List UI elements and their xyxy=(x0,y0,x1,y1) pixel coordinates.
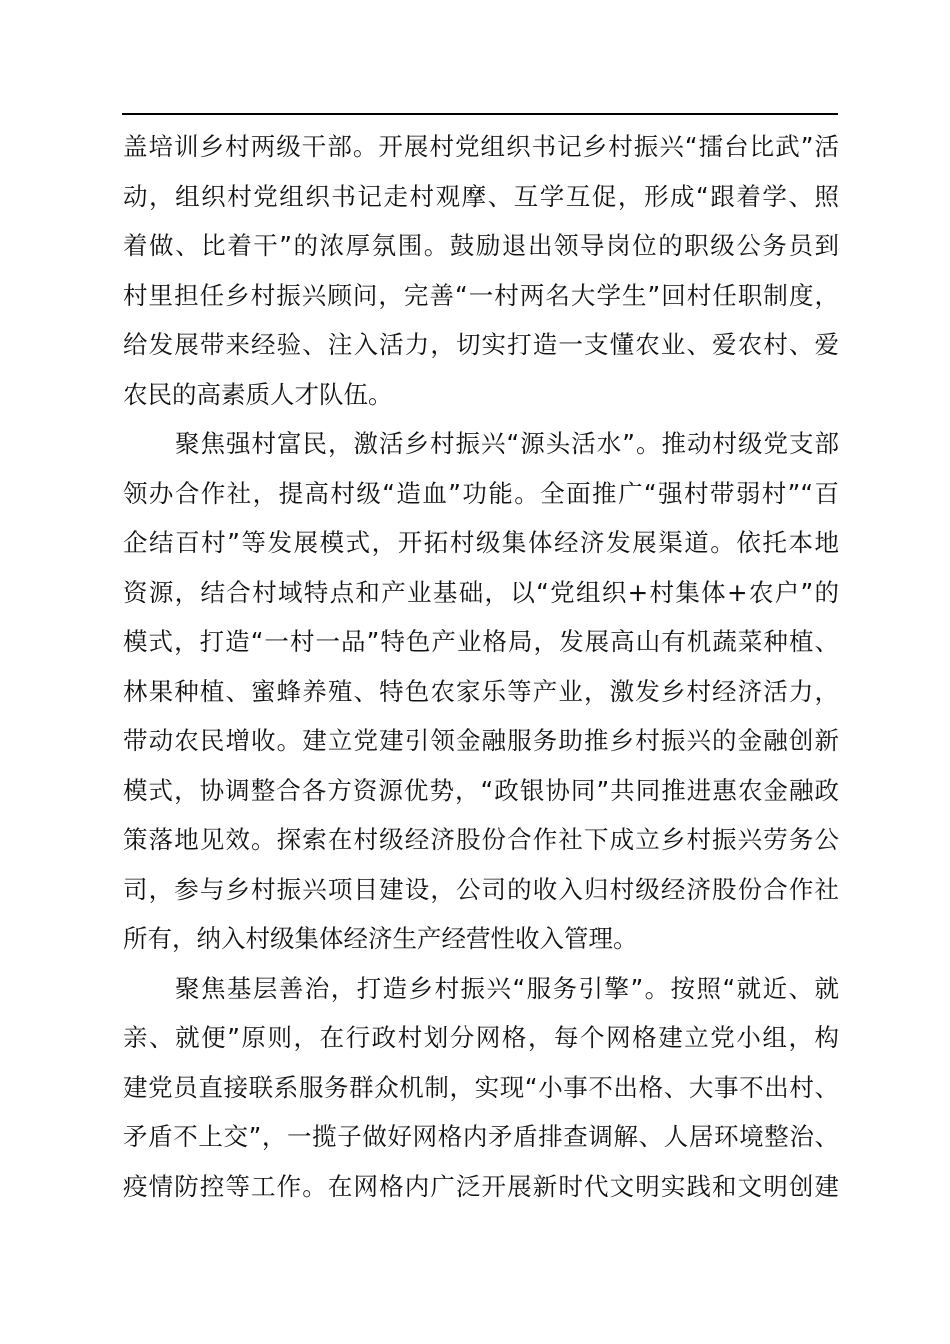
text-line: 亲、就便”原则，在行政村划分网格，每个网格建立党小组，构 xyxy=(123,1023,839,1052)
header-rule xyxy=(122,113,838,115)
paragraph-start-line: 聚焦基层善治，打造乡村振兴“服务引擎”。按照“就近、就 xyxy=(175,973,839,1003)
text-line: 给发展带来经验、注入活力，切实打造一支懂农业、爱农村、爱 xyxy=(123,330,839,359)
text-line: 盖培训乡村两级干部。开展村党组织书记乡村振兴“擂台比武”活 xyxy=(123,132,839,161)
body-text xyxy=(123,122,839,1211)
text-line: 模式，协调整合各方资源优势，“政银协同”共同推进惠农金融政 xyxy=(123,775,839,805)
text-line: 疫情防控等工作。在网格内广泛开展新时代文明实践和文明创建 xyxy=(123,1171,839,1201)
text-line: 矛盾不上交”，一揽子做好网格内矛盾排查调解、人居环境整治、 xyxy=(123,1122,839,1151)
text-line: 领办合作社，提高村级“造血”功能。全面推广“强村带弱村”“百 xyxy=(123,478,839,508)
text-line: 所有，纳入村级集体经济生产经营性收入管理。 xyxy=(123,924,638,953)
text-line: 模式，打造“一村一品”特色产业格局，发展高山有机蔬菜种植、 xyxy=(123,627,839,656)
text-line: 动，组织村党组织书记走村观摩、互学互促，形成“跟着学、照 xyxy=(123,181,839,211)
text-line: 策落地见效。探索在村级经济股份合作社下成立乡村振兴劳务公 xyxy=(123,825,839,854)
text-line: 带动农民增收。建立党建引领金融服务助推乡村振兴的金融创新 xyxy=(123,726,839,755)
text-line: 村里担任乡村振兴顾问，完善“一村两名大学生”回村任职制度， xyxy=(123,280,839,310)
text-line: 农民的高素质人才队伍。 xyxy=(123,379,393,409)
text-line: 着做、比着干”的浓厚氛围。鼓励退出领导岗位的职级公务员到 xyxy=(123,231,839,260)
text-line: 司，参与乡村振兴项目建设，公司的收入归村级经济股份合作社 xyxy=(123,874,839,904)
text-line: 企结百村”等发展模式，开拓村级集体经济发展渠道。依托本地 xyxy=(123,528,839,557)
text-line: 资源，结合村域特点和产业基础，以“党组织+村集体+农户”的 xyxy=(123,577,839,607)
text-line: 林果种植、蜜蜂养殖、特色农家乐等产业，激发乡村经济活力， xyxy=(123,676,839,706)
paragraph-start-line: 聚焦强村富民，激活乡村振兴“源头活水”。推动村级党支部 xyxy=(175,429,839,458)
text-line: 建党员直接联系服务群众机制，实现“小事不出格、大事不出村、 xyxy=(123,1072,839,1102)
